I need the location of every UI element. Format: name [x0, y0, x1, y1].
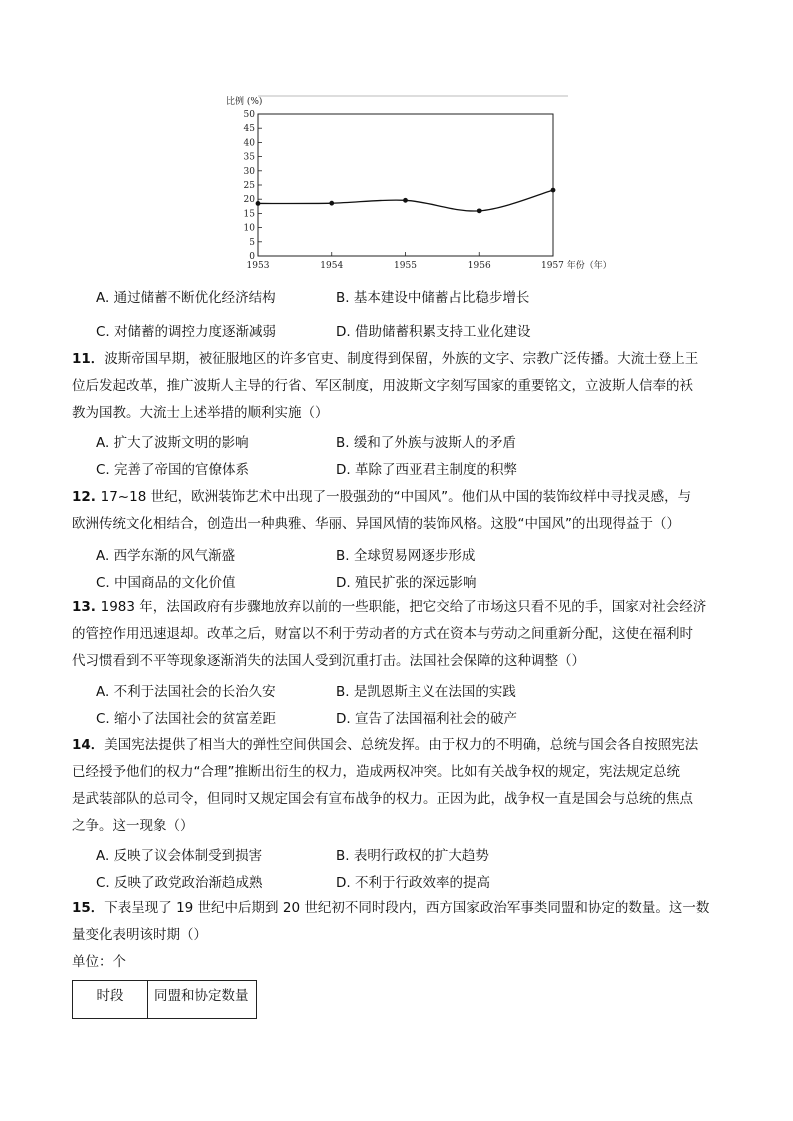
y-tick-label: 0 [249, 252, 255, 262]
q13-number: 13. [72, 599, 101, 615]
q11-option-d: D. 革除了西亚君主制度的积弊 [336, 462, 517, 478]
q15-stem-line-2: 量变化表明该时期（） [72, 927, 207, 943]
y-tick-label: 40 [243, 138, 255, 149]
q14-stem-line-3: 是武装部队的总司令，但同时又规定国会有宣布战争的权力。正因为此，战争权一直是国会与总统的焦点 [72, 791, 693, 807]
data-point [256, 201, 261, 206]
q14-stem-line-2: 已经授予他们的权力“合理”推断出衍生的权力，造成两权冲突。比如有关战争权的规定，宪法规定总统 [72, 764, 680, 780]
y-tick-label: 30 [243, 166, 255, 177]
q12-text-1: 17~18 世纪，欧洲装饰艺术中出现了一股强劲的“中国风”。他们从中国的装饰纹样中寻找灵感，与 [100, 489, 692, 505]
q10-option-a: A. 通过储蓄不断优化经济结构 [96, 290, 276, 306]
q13-stem-line-1 [72, 598, 706, 616]
series-points [256, 188, 556, 214]
q12-stem-line-2: 欧洲传统文化相结合，创造出一种典雅、华丽、异国风情的装饰风格。这股“中国风”的出现得益于（） [72, 516, 680, 532]
q10-option-c: C. 对储蓄的调控力度逐渐减弱 [96, 324, 277, 340]
y-tick-label: 50 [243, 110, 255, 120]
q12-option-b: B. 全球贸易网逐步形成 [336, 548, 476, 564]
x-tick-label: 1956 [467, 261, 491, 271]
x-tick-label: 1957 年份（年） [541, 261, 612, 271]
q14-option-b: B. 表明行政权的扩大趋势 [336, 848, 489, 864]
q13-stem-line-2: 的管控作用迅速退却。改革之后，财富以不利于劳动者的方式在资本与劳动之间重新分配，这使在福利时 [72, 626, 693, 642]
y-tick-label: 5 [249, 237, 255, 248]
q15-text-1: 下表呈现了 19 世纪中后期到 20 世纪初不同时段内，西方国家政治军事类同盟和协定的数量。这一数 [104, 900, 710, 916]
q12-option-c: C. 中国商品的文化价值 [96, 575, 236, 591]
q11-stem-line-2: 位后发起改革，推广波斯人主导的行省、军区制度，用波斯文字刻写国家的重要铭文，立波斯人信奉的袄 [72, 378, 693, 394]
x-tick-label: 1953 [246, 261, 270, 271]
q12-stem-line-1 [72, 488, 691, 506]
q13-stem-line-3: 代习惯看到不平等现象逐渐消失的法国人受到沉重打击。法国社会保障的这种调整（） [72, 653, 585, 669]
y-ticks [244, 110, 262, 262]
q14-option-a: A. 反映了议会体制受到损害 [96, 848, 263, 864]
q10-option-b: B. 基本建设中储蓄占比稳步增长 [336, 290, 530, 306]
q11-text-1: 波斯帝国早期，被征服地区的许多官吏、制度得到保留，外族的文字、宗教广泛传播。大流士登上王 [104, 351, 699, 367]
q15-unit-label: 单位：个 [72, 954, 126, 970]
y-tick-label: 25 [243, 181, 255, 191]
q15-number: 15． [72, 900, 105, 916]
q11-stem-line-3: 教为国教。大流士上述举措的顺利实施（） [72, 405, 329, 421]
x-ticks [247, 252, 612, 271]
y-tick-label: 10 [243, 223, 255, 234]
table-header-period: 时段 [73, 981, 148, 1019]
q11-option-c: C. 完善了帝国的官僚体系 [96, 462, 250, 478]
q13-option-b: B. 是凯恩斯主义在法国的实践 [336, 684, 516, 700]
q11-stem-line-1 [72, 350, 698, 368]
q10-option-d: D. 借助储蓄积累支持工业化建设 [336, 324, 531, 340]
plot-area [258, 114, 553, 256]
savings-ratio-line-chart [224, 92, 612, 274]
data-point [403, 198, 408, 203]
alliance-count-table [72, 980, 257, 1019]
data-point [551, 188, 556, 193]
q14-stem-line-1 [72, 736, 698, 754]
y-tick-label: 35 [243, 152, 255, 163]
q11-number: 11． [72, 351, 105, 367]
y-axis-label: 比例 (%) [226, 97, 263, 107]
y-tick-label: 45 [243, 124, 255, 135]
q14-option-d: D. 不利于行政效率的提高 [336, 875, 490, 891]
q13-text-1: 1983 年，法国政府有步骤地放弃以前的一些职能，把它交给了市场这只看不见的手，国家对社会经济 [100, 599, 707, 615]
data-point [329, 201, 334, 206]
q14-option-c: C. 反映了政党政治渐趋成熟 [96, 875, 263, 891]
table-header-count: 同盟和协定数量 [148, 981, 257, 1019]
data-point [477, 208, 482, 213]
q13-option-d: D. 宣告了法国福利社会的破产 [336, 711, 517, 727]
y-tick-label: 20 [243, 195, 255, 206]
q13-option-c: C. 缩小了法国社会的贫富差距 [96, 711, 277, 727]
q12-number: 12. [72, 489, 101, 505]
x-tick-label: 1954 [320, 261, 344, 271]
q12-option-a: A. 西学东渐的风气渐盛 [96, 548, 236, 564]
q15-stem-line-1 [72, 899, 709, 917]
y-tick-label: 15 [243, 209, 255, 220]
q12-option-d: D. 殖民扩张的深远影响 [336, 575, 477, 591]
x-tick-label: 1955 [394, 261, 417, 271]
q14-stem-line-4: 之争。这一现象（） [72, 818, 194, 834]
q11-option-a: A. 扩大了波斯文明的影响 [96, 435, 249, 451]
q13-option-a: A. 不利于法国社会的长治久安 [96, 684, 276, 700]
q14-number: 14． [72, 737, 105, 753]
q11-option-b: B. 缓和了外族与波斯人的矛盾 [336, 435, 516, 451]
q14-text-1: 美国宪法提供了相当大的弹性空间供国会、总统发挥。由于权力的不明确，总统与国会各自按照宪法 [104, 737, 699, 753]
table-header-row [73, 981, 257, 1019]
